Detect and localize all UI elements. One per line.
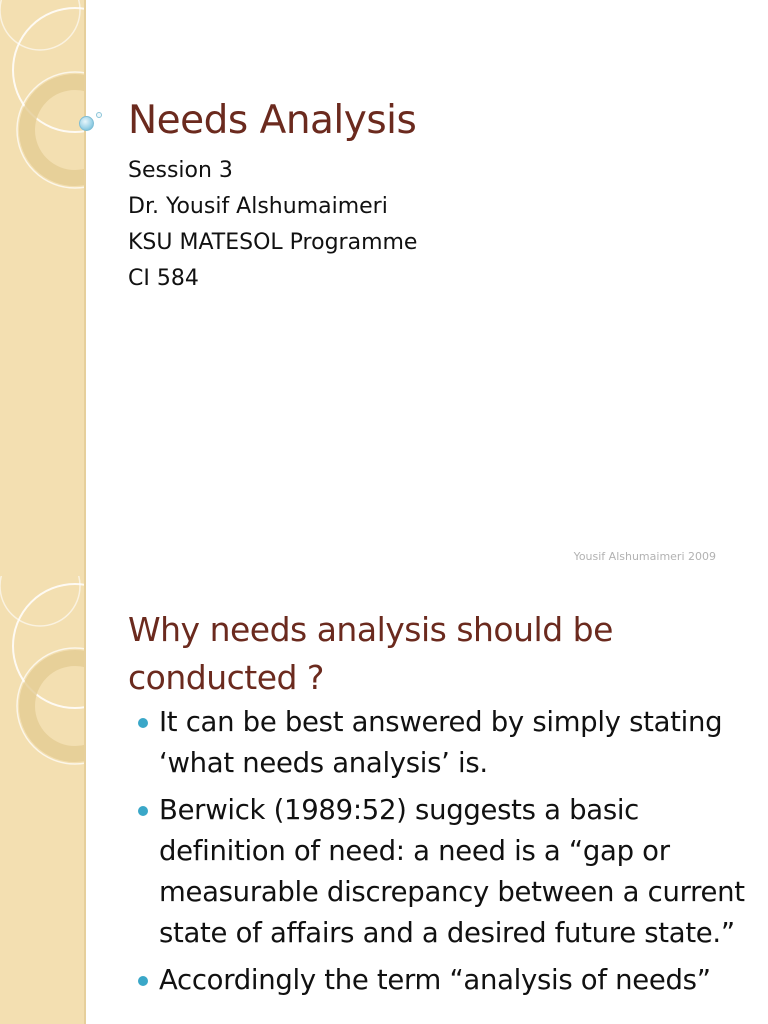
sidebar-circles-decoration	[0, 0, 86, 576]
slide-title: Why needs analysis should be conducted ?	[128, 610, 613, 697]
small-orb-icon	[96, 112, 102, 118]
subtitle-line: Session 3	[128, 158, 233, 183]
bullet-dot-icon	[138, 806, 148, 816]
subtitle-list	[128, 153, 417, 297]
title-orb-icon	[79, 116, 94, 131]
bullet-dot-icon	[138, 718, 148, 728]
decorative-sidebar	[0, 576, 86, 1024]
decorative-sidebar	[0, 0, 86, 576]
list-item	[130, 790, 745, 954]
sidebar-circles-decoration	[0, 576, 86, 1024]
slide-title: Needs Analysis	[128, 98, 417, 143]
bullet-list	[130, 702, 745, 1007]
bullet-dot-icon	[138, 976, 148, 986]
slide-footer: Yousif Alshumaimeri 2009	[573, 550, 716, 563]
sidebar-edge	[84, 576, 86, 1024]
subtitle-line: Dr. Yousif Alshumaimeri	[128, 194, 388, 219]
bullet-text: Berwick (1989:52) suggests a basic definition of need: a need is a “gap or measurable discrepancy between a current state of affairs and a desired future state.”	[159, 794, 745, 949]
bullet-text: It can be best answered by simply stating ‘what needs analysis’ is.	[159, 706, 723, 779]
list-item	[130, 960, 745, 1001]
sidebar-edge	[84, 0, 86, 576]
list-item	[130, 702, 745, 784]
subtitle-line: CI 584	[128, 266, 199, 291]
slide-2	[0, 576, 768, 1024]
subtitle-line: KSU MATESOL Programme	[128, 230, 418, 255]
bullet-text: Accordingly the term “analysis of needs”	[159, 964, 711, 996]
